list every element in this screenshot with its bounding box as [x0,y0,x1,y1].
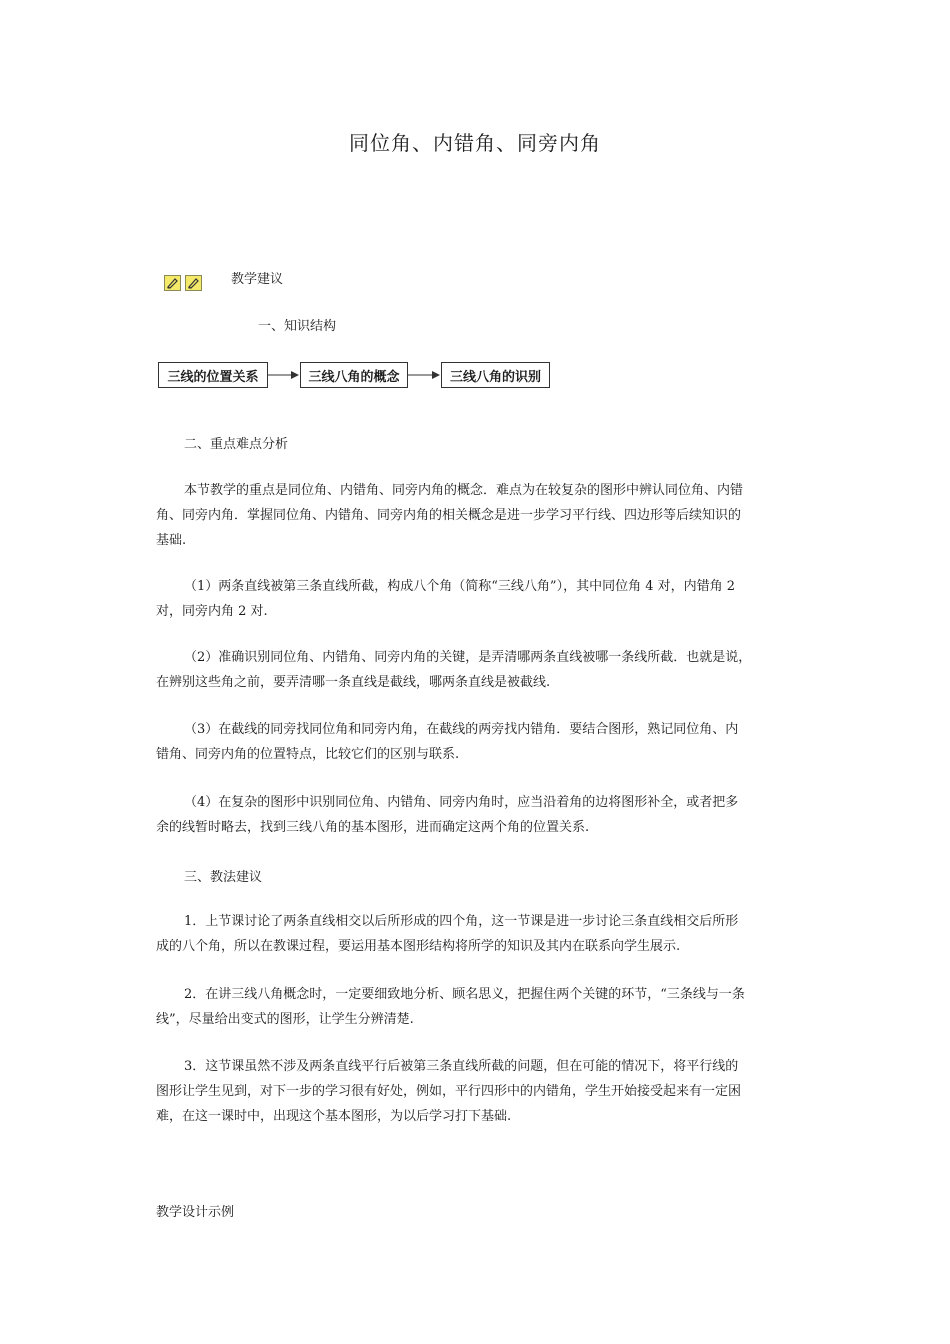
text-line: （4）在复杂的图形中识别同位角、内错角、同旁内角时，应当沿着角的边将图形补全，或者把多 [184,795,739,810]
text-line: 图形让学生见到，对下一步的学习很有好处，例如，平行四形中的内错角，学生开始接受起来有一定困 [156,1084,742,1099]
text-line: 基础. [156,533,187,548]
footer-heading: 教学设计示例 [156,1205,235,1220]
text-line: 角、同旁内角．掌握同位角、内错角、同旁内角的相关概念是进一步学习平行线、四边形等后续知识的 [156,508,742,523]
pencil-note-icon [185,275,202,291]
method-item-3 [156,1054,796,1129]
analysis-point-2 [156,645,796,695]
text-line: 3．这节课虽然不涉及两条直线平行后被第三条直线所截的问题，但在可能的情况下，将平行线的 [184,1059,739,1074]
text-line: 错角、同旁内角的位置特点，比较它们的区别与联系. [156,747,460,762]
analysis-intro [156,478,796,553]
analysis-point-4 [156,790,796,840]
section-icons [164,275,202,291]
text-line: 对，同旁内角 2 对. [156,604,268,619]
arrow-right-icon [268,369,300,381]
text-line: 余的线暂时略去，找到三线八角的基本图形，进而确定这两个角的位置关系. [156,820,590,835]
text-line: 在辨别这些角之前，要弄清哪一条直线是截线，哪两条直线是被截线. [156,675,551,690]
text-line: 1．上节课讨论了两条直线相交以后所形成的四个角，这一节课是进一步讨论三条直线相交后所形 [184,914,739,929]
knowledge-heading: 一、知识结构 [258,319,337,334]
flow-box-2: 三线八角的概念 [300,362,408,388]
text-line: 难，在这一课时中，出现这个基本图形，为以后学习打下基础. [156,1109,512,1124]
page-title: 同位角、内错角、同旁内角 [349,131,601,155]
flow-box-1: 三线的位置关系 [158,362,268,388]
pencil-note-icon [164,275,181,291]
text-line: （3）在截线的同旁找同位角和同旁内角，在截线的两旁找内错角．要结合图形，熟记同位角、内 [184,722,739,737]
method-item-2 [156,982,796,1032]
text-line: 本节教学的重点是同位角、内错角、同旁内角的概念．难点为在较复杂的图形中辨认同位角、内错 [184,483,744,498]
analysis-point-3 [156,717,796,767]
text-line: 成的八个角，所以在教课过程，要运用基本图形结构将所学的知识及其内在联系向学生展示. [156,939,681,954]
method-item-1 [156,909,796,959]
flow-box-3: 三线八角的识别 [441,362,550,388]
method-heading: 三、教法建议 [184,870,263,885]
arrow-right-icon [408,369,441,381]
analysis-point-1 [156,574,796,624]
text-line: （1）两条直线被第三条直线所截，构成八个角（简称“三线八角”），其中同位角 4 对，内错角 2 [184,579,736,594]
text-line: 线”，尽量给出变式的图形，让学生分辨清楚. [156,1012,414,1027]
section-header: 教学建议 [231,272,284,287]
text-line: 2．在讲三线八角概念时，一定要细致地分析、顾名思义，把握住两个关键的环节，“三条线与一条 [184,987,745,1002]
text-line: （2）准确识别同位角、内错角、同旁内角的关键，是弄清哪两条直线被哪一条线所截．也就是说， [184,650,752,665]
analysis-heading: 二、重点难点分析 [184,437,289,452]
